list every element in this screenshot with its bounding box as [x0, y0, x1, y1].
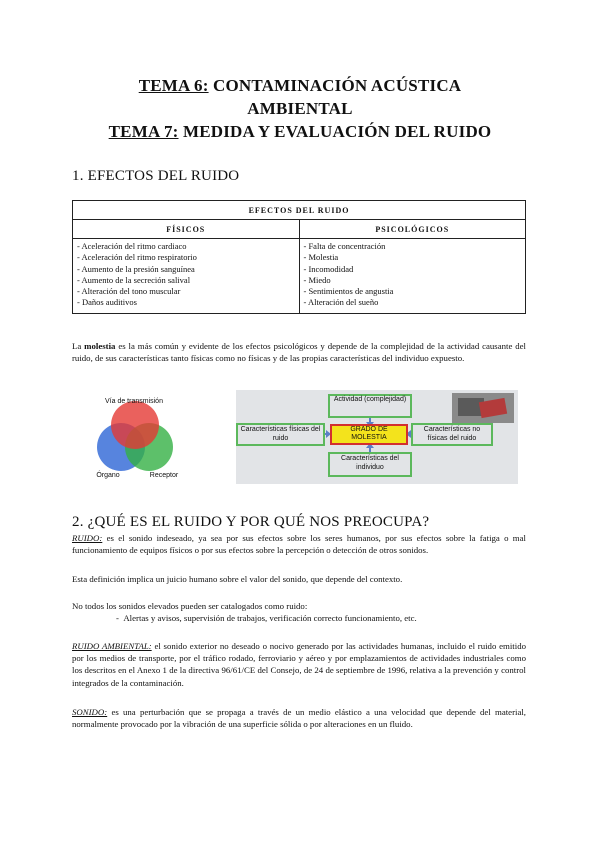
- section2-heading: 2. ¿QUÉ ES EL RUIDO Y POR QUÉ NOS PREOCUPA?: [72, 514, 430, 530]
- venn-diagram: [84, 392, 184, 482]
- molestia-term: molestia: [84, 341, 116, 351]
- list-item: - Aumento de la presión sanguínea: [77, 263, 195, 274]
- venn-circle-red: [111, 401, 159, 449]
- table-title: EFECTOS DEL RUIDO: [73, 201, 526, 220]
- effects-table: [72, 200, 526, 314]
- list-item: - Aumento de la secreción salival: [77, 274, 191, 285]
- tema7-title: MEDIDA Y EVALUACIÓN DEL RUIDO: [182, 122, 492, 141]
- bullet-item: - Alertas y avisos, supervisión de trabajos, verificación correcto funcionamiento, etc.: [116, 613, 417, 623]
- sonido-label: SONIDO:: [72, 707, 108, 717]
- molestia-paragraph: La molestia es la más común y evidente de los efectos psicológicos y depende de la complejidad de la actividad causante del ruido, de sus características tanto físicas como no físicas y de las propias características del individuo expuesto.: [72, 341, 526, 364]
- flow-diagram: [236, 390, 518, 484]
- ruido-label: RUIDO:: [72, 533, 103, 543]
- col-fisicos: FÍSICOS: [73, 220, 300, 239]
- flow-box-individuo: Características del individuo: [341, 455, 399, 471]
- list-item: - Aceleración del ritmo respiratorio: [77, 252, 197, 263]
- col-psicologicos: PSICOLÓGICOS: [299, 220, 526, 239]
- ruido-definition: RUIDO: es el sonido indeseado, ya sea por sus efectos sobre los seres humanos, por sus efectos sobre la fatiga o mal funcionamiento de equipos físicos o por sus efectos sobre la percepción o detección de otros sonidos.: [72, 533, 526, 556]
- juicio-paragraph: Esta definición implica un juicio humano sobre el valor del sonido, que depende del contexto.: [72, 574, 403, 584]
- venn-label-right: Receptor: [149, 472, 179, 479]
- flow-box-grado: GRADO DE MOLESTIA: [350, 426, 388, 441]
- list-item: - Daños auditivos: [77, 297, 137, 308]
- title-tema6: [40, 76, 560, 96]
- flow-box-fisicas: Características físicas del ruido: [240, 426, 321, 442]
- list-item: - Incomodidad: [303, 263, 354, 274]
- list-item: - Miedo: [303, 274, 331, 285]
- tema6-title-line2: AMBIENTAL: [247, 99, 353, 118]
- list-item: - Falta de concentración: [303, 241, 386, 251]
- section1-heading: 1. EFECTOS DEL RUIDO: [72, 168, 240, 184]
- venn-label-left: Órgano: [96, 472, 120, 479]
- ruido-ambiental-definition: RUIDO AMBIENTAL: el sonido exterior no deseado o nocivo generado por las actividades humanas, incluido el ruido emitido por los medios de transporte, por el tráfico rodado, ferroviario y aéreo y por emplazamientos de actividades industriales como los descritos en el Anexo 1 de la directiva 96/61/CE del Consejo, de 24 de septiembre de 1996, relativa a la prevención y control integrados de la contaminación.: [72, 641, 526, 688]
- bullet-dash: -: [116, 613, 124, 623]
- list-item: - Alteración del sueño: [303, 297, 379, 308]
- list-item: - Molestia: [303, 252, 339, 263]
- list-item: - Alteración del tono muscular: [77, 286, 181, 297]
- tema7-label: TEMA 7:: [108, 122, 179, 141]
- fisicos-list: [73, 239, 300, 314]
- title-tema7: [40, 122, 560, 142]
- flow-box-no-fisicas: Características no físicas del ruido: [423, 426, 481, 442]
- list-item: - Sentimientos de angustia: [303, 286, 394, 297]
- tema6-label: TEMA 6:: [138, 76, 209, 95]
- no-todos-paragraph: No todos los sonidos elevados pueden ser catalogados como ruido:: [72, 601, 308, 611]
- flow-box-actividad: Actividad (complejidad): [333, 396, 407, 403]
- psicologicos-list: [299, 239, 526, 314]
- list-item: - Aceleración del ritmo cardiaco: [77, 241, 187, 251]
- sonido-definition: SONIDO: es una perturbación que se propaga a través de un medio elástico a una velocidad que depende del material, normalmente provocado por la vibración de una superficie sólida o por alteraciones en un fluido.: [72, 707, 526, 730]
- tema6-title: CONTAMINACIÓN ACÚSTICA: [213, 76, 462, 95]
- venn-label-top: Vía de transmisión: [105, 398, 163, 405]
- ruido-ambiental-label: RUIDO AMBIENTAL:: [72, 641, 152, 651]
